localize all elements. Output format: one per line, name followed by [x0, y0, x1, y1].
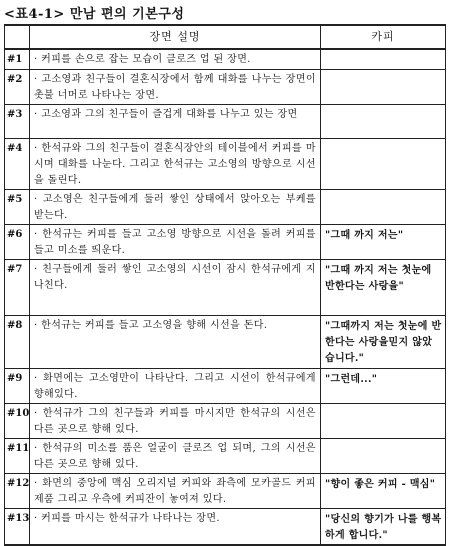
scene-number: #4	[5, 138, 30, 189]
table-row	[5, 69, 446, 104]
scene-number: #8	[5, 315, 30, 368]
scene-number: #3	[5, 104, 30, 138]
scene-number: #5	[5, 189, 30, 224]
scene-number: #2	[5, 69, 30, 104]
scene-description: · 한석규와 그의 친구들이 결혼식장안의 테이블에서 커피를 마시며 대화를 나눈다. 그리고 한석규는 고소영의 방향으로 시선을 돌린다.	[30, 138, 321, 189]
scene-description: · 친구들에게 둘러 쌓인 고소영의 시선이 잠시 한석규에게 지나친다.	[30, 259, 321, 315]
scene-number: #10	[5, 403, 30, 438]
scene-number: #1	[5, 49, 30, 69]
table-row	[5, 473, 446, 508]
header-copy: 카피	[321, 25, 446, 49]
table-row	[5, 438, 446, 473]
scene-copy	[321, 189, 446, 224]
scene-description: · 한석규가 그의 친구들과 커피를 마시지만 한석규의 시선은 다른 곳으로 향해 있다.	[30, 403, 321, 438]
scene-description: · 고소영과 그의 친구들이 즐겁게 대화를 나누고 있는 장면	[30, 104, 321, 138]
scene-description: · 커피를 마시는 한석규가 나타나는 장면.	[30, 508, 321, 545]
table-row	[5, 104, 446, 138]
scene-copy: "그때까지 저는 첫눈에 반한다는 사랑을믿지 않았습니다."	[321, 315, 446, 368]
scene-copy	[321, 69, 446, 104]
scene-description: · 커피를 손으로 잡는 모습이 클로즈 업 된 장면.	[30, 49, 321, 69]
scene-copy	[321, 138, 446, 189]
scene-copy: "향이 좋은 커피 - 맥심"	[321, 473, 446, 508]
table-row	[5, 49, 446, 69]
scene-description: · 화면의 중앙에 맥심 오리지널 커피와 좌측에 모카골드 커피 제품 그리고 우측에 커피잔이 놓여져 있다.	[30, 473, 321, 508]
scene-number: #6	[5, 224, 30, 259]
scene-copy: "그때 까지 저는"	[321, 224, 446, 259]
scene-copy	[321, 49, 446, 69]
scene-table	[4, 24, 446, 546]
scene-number: #12	[5, 473, 30, 508]
table-header-row	[5, 25, 446, 49]
scene-description: · 고소영은 친구들에게 둘러 쌓인 상태에서 앉아오는 부케를 받는다.	[30, 189, 321, 224]
table-row	[5, 224, 446, 259]
table-row	[5, 315, 446, 368]
table-row	[5, 189, 446, 224]
table-row	[5, 259, 446, 315]
header-num	[5, 25, 30, 49]
scene-copy	[321, 104, 446, 138]
table-row	[5, 368, 446, 403]
scene-description: · 고소영과 친구들이 결혼식장에서 함께 대화를 나누는 장면이 촛불 너머로 나타나는 장면.	[30, 69, 321, 104]
scene-number: #9	[5, 368, 30, 403]
table-body	[5, 49, 446, 545]
scene-copy: "그런데..."	[321, 368, 446, 403]
scene-copy: "그때 까지 저는 첫눈에 반한다는 사랑을"	[321, 259, 446, 315]
scene-description: · 한석규는 커피를 들고 고소영 방향으로 시선을 돌려 커피를 들고 미소를 띄운다.	[30, 224, 321, 259]
scene-number: #13	[5, 508, 30, 545]
scene-copy: "당신의 향기가 나를 행복 하게 합니다."	[321, 508, 446, 545]
scene-copy	[321, 438, 446, 473]
table-caption: <표4-1> 만남 편의 기본구성	[4, 7, 185, 22]
scene-description: · 한석규의 미소를 품은 얼굴이 클로즈 업 되며, 그의 시선은 다른 곳으로 향해 있다.	[30, 438, 321, 473]
scene-description: · 화면에는 고소영만이 나타난다. 그리고 시선이 한석규에게 향해있다.	[30, 368, 321, 403]
scene-description: · 한석규는 커피를 들고 고소영을 향해 시선을 돈다.	[30, 315, 321, 368]
header-scene: 장면 설명	[30, 25, 321, 49]
scene-number: #7	[5, 259, 30, 315]
scene-number: #11	[5, 438, 30, 473]
table-row	[5, 508, 446, 545]
scene-table-container	[4, 24, 446, 546]
scene-copy	[321, 403, 446, 438]
table-row	[5, 403, 446, 438]
table-row	[5, 138, 446, 189]
